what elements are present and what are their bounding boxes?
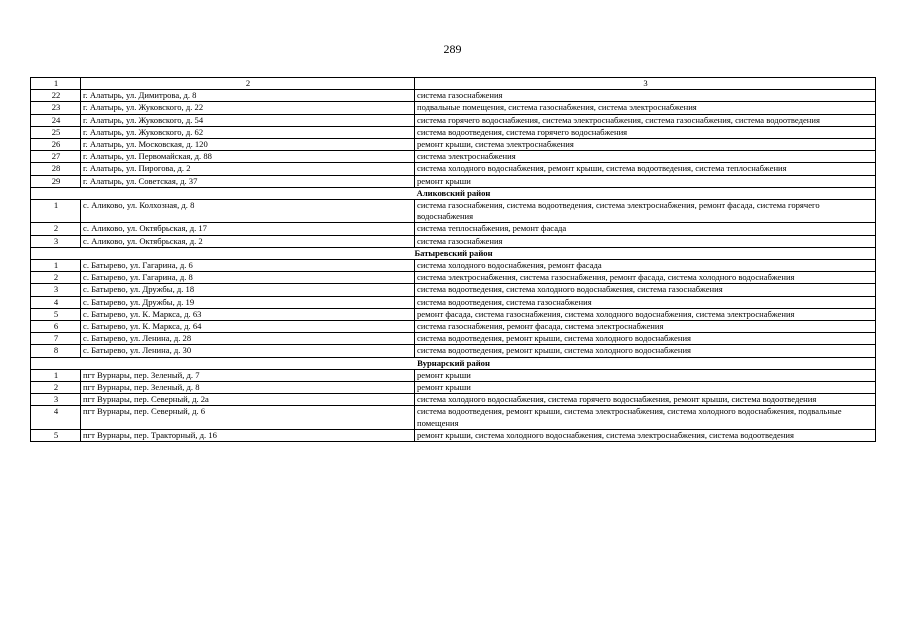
row-address: пгт Вурнары, пер. Тракторный, д. 16 [81, 429, 415, 441]
row-works: система газоснабжения [415, 235, 876, 247]
district-heading: Батыревский район [31, 247, 876, 259]
row-works: система газоснабжения [415, 90, 876, 102]
row-works: система водоотведения, ремонт крыши, система электроснабжения, система холодного водоснабжения, подвальные помещения [415, 406, 876, 429]
column-number-row [31, 78, 876, 90]
row-number: 5 [31, 429, 81, 441]
table-row [31, 102, 876, 114]
row-number: 24 [31, 114, 81, 126]
register-table-body [31, 78, 876, 442]
row-works: ремонт крыши [415, 382, 876, 394]
row-number: 2 [31, 382, 81, 394]
row-works: система электроснабжения [415, 151, 876, 163]
row-works: ремонт фасада, система газоснабжения, система холодного водоснабжения, система электроснабжения [415, 308, 876, 320]
row-works: система горячего водоснабжения, система электроснабжения, система газоснабжения, система водоотведения [415, 114, 876, 126]
row-number: 1 [31, 200, 81, 223]
row-works: ремонт крыши [415, 175, 876, 187]
table-row [31, 151, 876, 163]
page-number: 289 [443, 42, 462, 56]
row-address: с. Батырево, ул. Ленина, д. 28 [81, 333, 415, 345]
table-row [31, 139, 876, 151]
row-number: 3 [31, 284, 81, 296]
row-address: пгт Вурнары, пер. Зеленый, д. 7 [81, 369, 415, 381]
row-address: с. Батырево, ул. Ленина, д. 30 [81, 345, 415, 357]
table-row [31, 382, 876, 394]
row-number: 29 [31, 175, 81, 187]
table-row [31, 272, 876, 284]
row-number: 4 [31, 406, 81, 429]
row-address: г. Алатырь, ул. Димитрова, д. 8 [81, 90, 415, 102]
column-number-1: 1 [31, 78, 81, 90]
row-works: система газоснабжения, система водоотведения, система электроснабжения, ремонт фасада, система горячего водоснабжения [415, 200, 876, 223]
table-row [31, 369, 876, 381]
row-address: с. Батырево, ул. Дружбы, д. 18 [81, 284, 415, 296]
row-number: 27 [31, 151, 81, 163]
row-address: г. Алатырь, ул. Московская, д. 120 [81, 139, 415, 151]
row-address: г. Алатырь, ул. Первомайская, д. 88 [81, 151, 415, 163]
row-works: система водоотведения, ремонт крыши, система холодного водоснабжения [415, 333, 876, 345]
table-row [31, 333, 876, 345]
row-number: 3 [31, 394, 81, 406]
table-row [31, 163, 876, 175]
table-row [31, 126, 876, 138]
row-number: 2 [31, 223, 81, 235]
row-address: с. Батырево, ул. Дружбы, д. 19 [81, 296, 415, 308]
row-number: 23 [31, 102, 81, 114]
row-number: 7 [31, 333, 81, 345]
row-works: система холодного водоснабжения, ремонт фасада [415, 260, 876, 272]
table-row [31, 235, 876, 247]
row-address: пгт Вурнары, пер. Северный, д. 6 [81, 406, 415, 429]
row-number: 1 [31, 260, 81, 272]
row-number: 3 [31, 235, 81, 247]
row-number: 25 [31, 126, 81, 138]
table-row [31, 90, 876, 102]
table-row [31, 296, 876, 308]
row-address: г. Алатырь, ул. Пирогова, д. 2 [81, 163, 415, 175]
row-works: система водоотведения, система холодного водоснабжения, система газоснабжения [415, 284, 876, 296]
table-row [31, 394, 876, 406]
row-address: г. Алатырь, ул. Жуковского, д. 54 [81, 114, 415, 126]
row-works: система водоотведения, система горячего водоснабжения [415, 126, 876, 138]
row-address: с. Батырево, ул. К. Маркса, д. 64 [81, 321, 415, 333]
table-row [31, 308, 876, 320]
row-works: ремонт крыши, система холодного водоснабжения, система электроснабжения, система водоотведения [415, 429, 876, 441]
row-works: система водоотведения, ремонт крыши, система холодного водоснабжения [415, 345, 876, 357]
row-address: с. Батырево, ул. Гагарина, д. 8 [81, 272, 415, 284]
row-number: 6 [31, 321, 81, 333]
row-address: пгт Вурнары, пер. Северный, д. 2а [81, 394, 415, 406]
table-row [31, 406, 876, 429]
row-works: система холодного водоснабжения, система горячего водоснабжения, ремонт крыши, система водоотведения [415, 394, 876, 406]
row-number: 8 [31, 345, 81, 357]
row-number: 28 [31, 163, 81, 175]
table-row [31, 223, 876, 235]
row-address: с. Батырево, ул. К. Маркса, д. 63 [81, 308, 415, 320]
row-address: с. Аликово, ул. Октябрьская, д. 17 [81, 223, 415, 235]
row-works: система газоснабжения, ремонт фасада, система электроснабжения [415, 321, 876, 333]
row-number: 4 [31, 296, 81, 308]
row-works: ремонт крыши, система электроснабжения [415, 139, 876, 151]
row-works: ремонт крыши [415, 369, 876, 381]
district-heading-row [31, 187, 876, 199]
row-works: система теплоснабжения, ремонт фасада [415, 223, 876, 235]
row-works: система холодного водоснабжения, ремонт крыши, система водоотведения, система теплоснабжения [415, 163, 876, 175]
row-number: 26 [31, 139, 81, 151]
row-address: г. Алатырь, ул. Жуковского, д. 62 [81, 126, 415, 138]
row-works: система водоотведения, система газоснабжения [415, 296, 876, 308]
row-address: г. Алатырь, ул. Советская, д. 37 [81, 175, 415, 187]
district-heading: Вурнарский район [31, 357, 876, 369]
row-address: пгт Вурнары, пер. Зеленый, д. 8 [81, 382, 415, 394]
column-number-3: 3 [415, 78, 876, 90]
table-row [31, 284, 876, 296]
table-row [31, 321, 876, 333]
row-number: 5 [31, 308, 81, 320]
table-row [31, 260, 876, 272]
table-row [31, 200, 876, 223]
row-number: 22 [31, 90, 81, 102]
row-number: 2 [31, 272, 81, 284]
table-row [31, 429, 876, 441]
table-row [31, 114, 876, 126]
table-row [31, 345, 876, 357]
column-number-2: 2 [81, 78, 415, 90]
row-address: с. Аликово, ул. Колхозная, д. 8 [81, 200, 415, 223]
row-address: с. Аликово, ул. Октябрьская, д. 2 [81, 235, 415, 247]
row-works: подвальные помещения, система газоснабжения, система электроснабжения [415, 102, 876, 114]
row-address: г. Алатырь, ул. Жуковского, д. 22 [81, 102, 415, 114]
district-heading-row [31, 247, 876, 259]
district-heading: Аликовский район [31, 187, 876, 199]
row-address: с. Батырево, ул. Гагарина, д. 6 [81, 260, 415, 272]
table-row [31, 175, 876, 187]
row-number: 1 [31, 369, 81, 381]
row-works: система электроснабжения, система газоснабжения, ремонт фасада, система холодного водоснабжения [415, 272, 876, 284]
register-table [30, 77, 876, 442]
district-heading-row [31, 357, 876, 369]
